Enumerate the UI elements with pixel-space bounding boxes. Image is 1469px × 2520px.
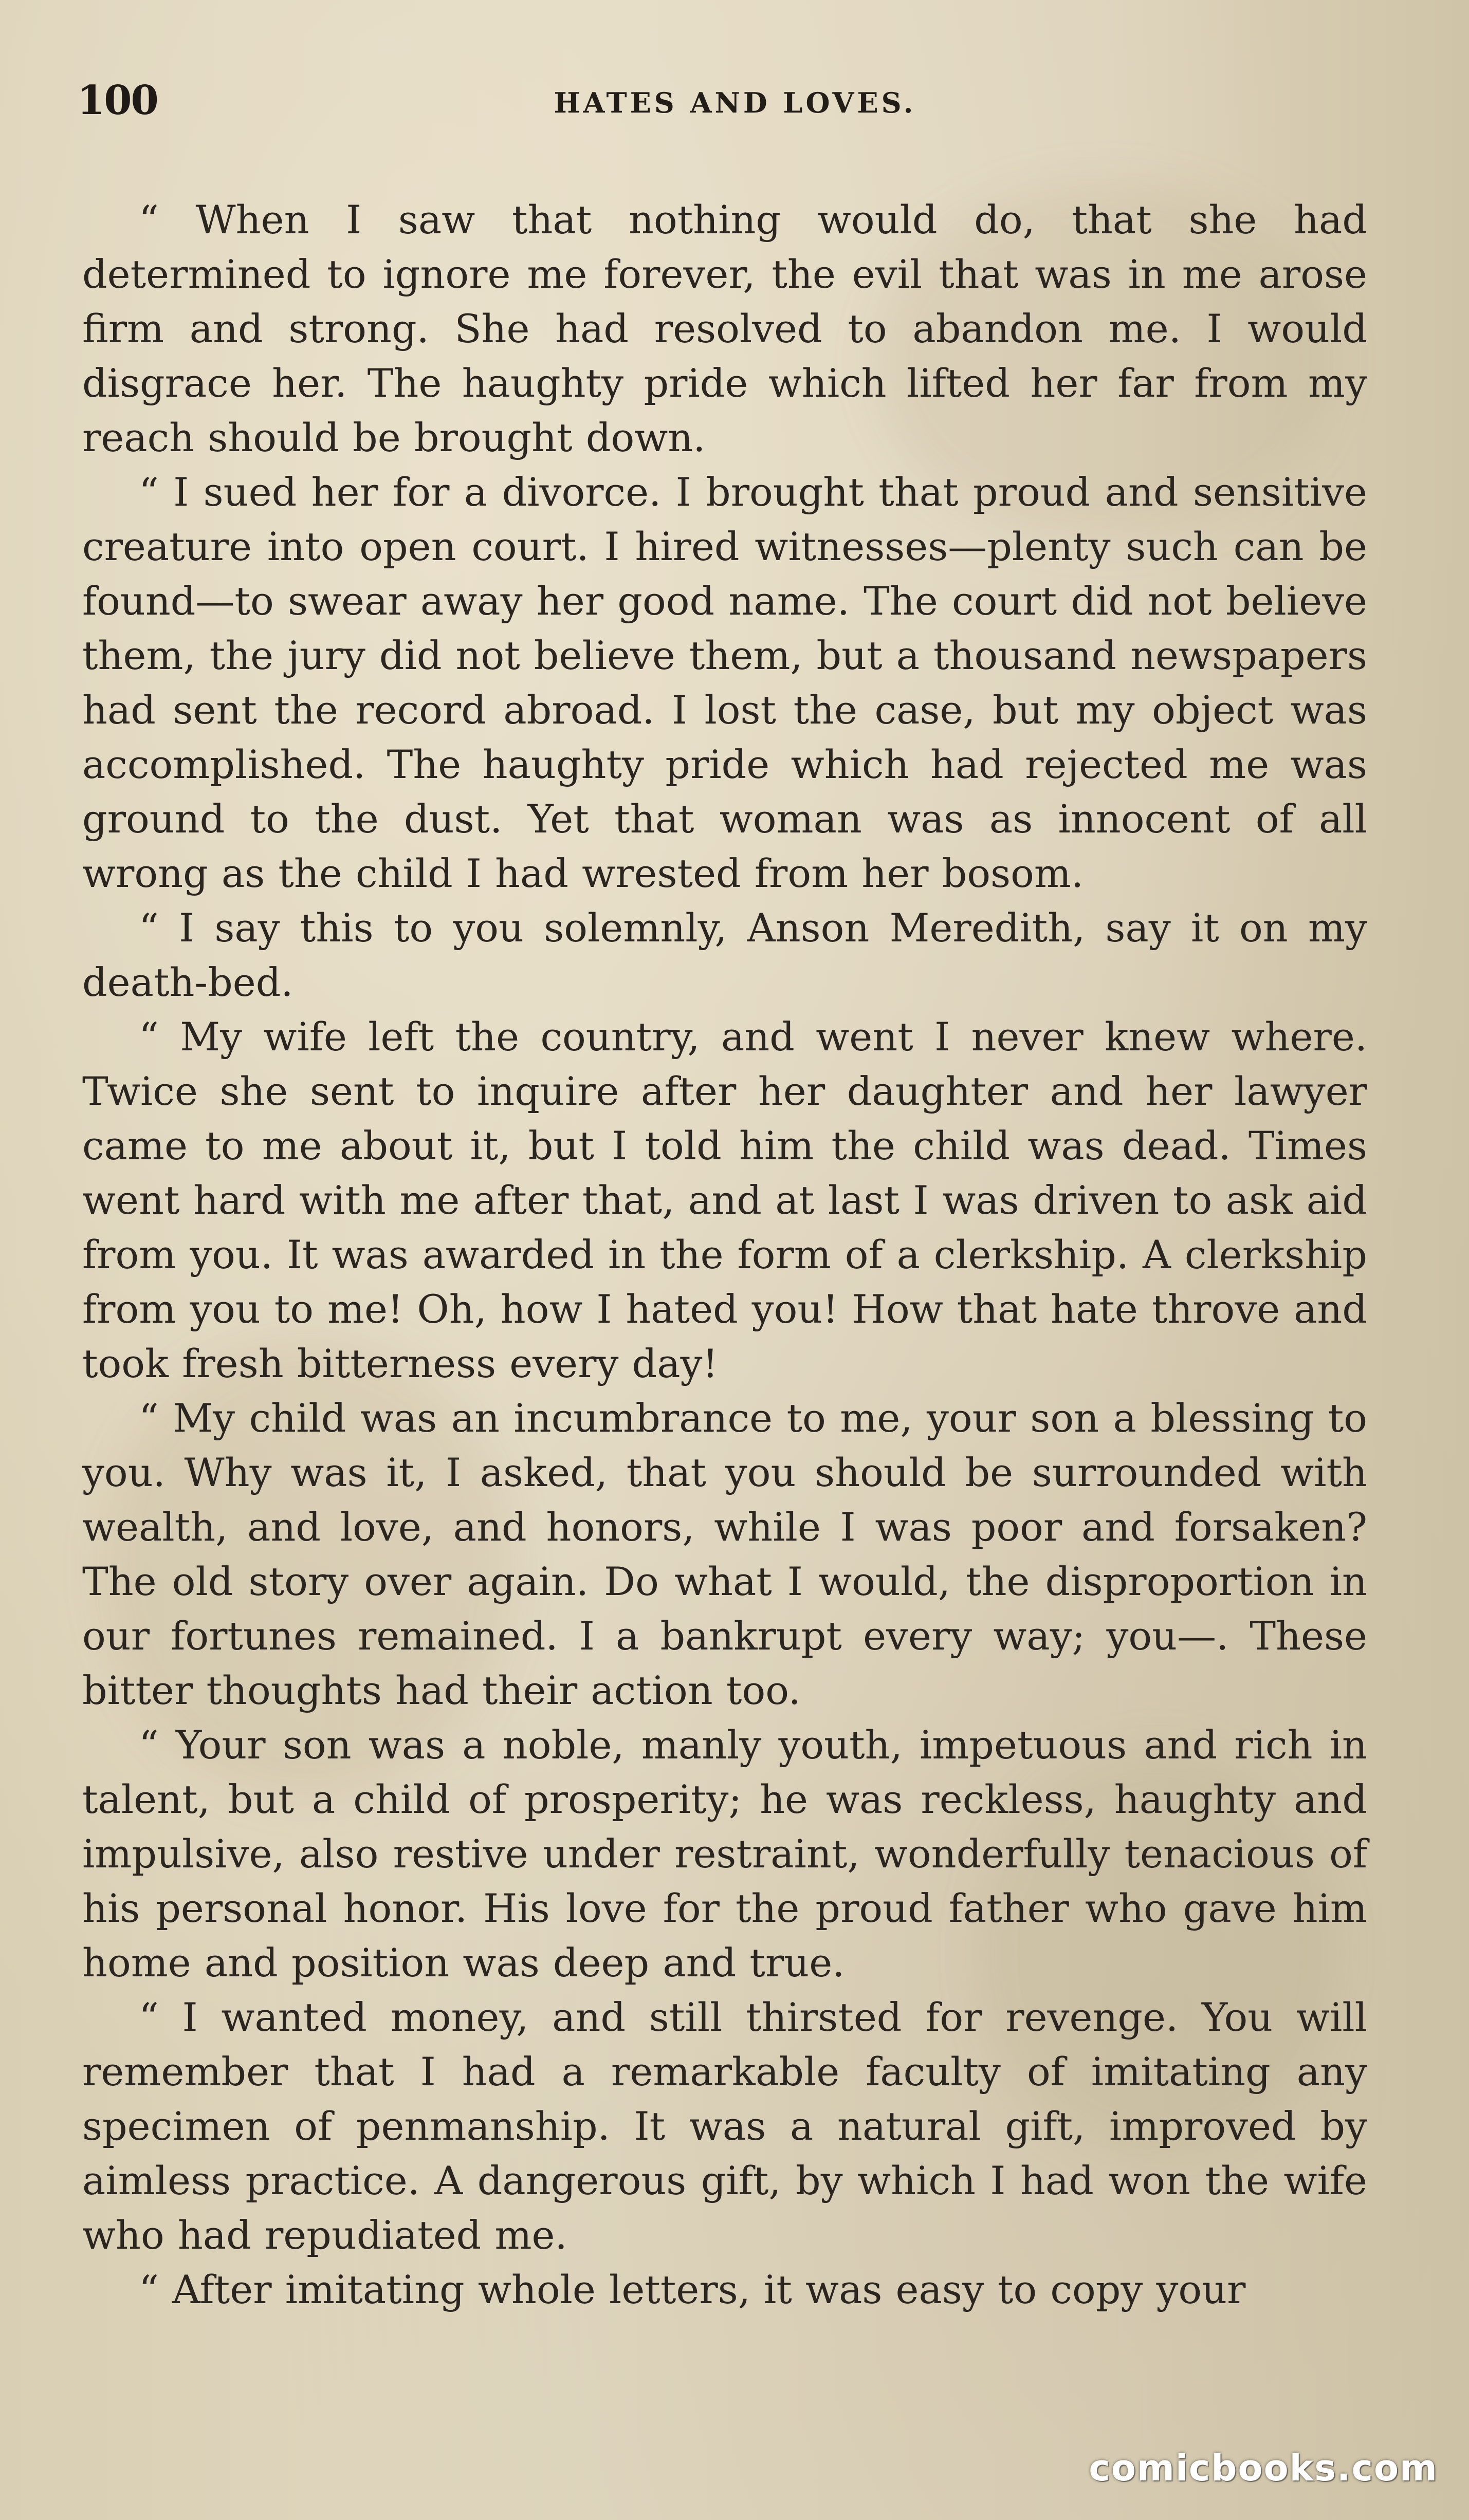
paragraph: “ I wanted money, and still thirsted for revenge. You will remember that I had a remarkable faculty of imitating any specimen of penmanship. It was a natural gift, improved by aimless practice. A dangerous gift, by which I had won the wife who had repudiated me. [82,1994,1367,2258]
paragraph: “ I sued her for a divorce. I brought that proud and sensitive creature into open court. I hired witnesses—plenty such can be found—to swear away her good name. The court did not believe them, the jury did not believe them, but a thousand newspapers had sent the record abroad. I lost the case, but my object was accomplished. The haughty pride which had rejected me was ground to the dust. Yet that woman was as innocent of all wrong as the child I had wrested from her bosom. [82,469,1367,896]
paragraph: “ I say this to you solemnly, Anson Meredith, say it on my death-bed. [82,905,1367,1005]
paragraph: “ My wife left the country, and went I never knew where. Twice she sent to inquire after her daughter and her lawyer came to me about it, but I told him the child was dead. Times went hard with me after that, and at last I was driven to ask aid from you. It was awarded in the form of a clerkship. A clerkship from you to me! Oh, how I hated you! How that hate throve and took fresh bitterness every day! [82,1014,1367,1386]
paragraph: “ Your son was a noble, manly youth, impetuous and rich in talent, but a child of prosperity; he was reckless, haughty and impulsive, also restive under restraint, wonderfully tenacious of his personal honor. His love for the proud father who gave him home and position was deep and true. [82,1722,1367,1986]
page-number: 100 [77,77,158,124]
page-body [82,193,1367,2317]
paragraph: “ My child was an incumbrance to me, your son a blessing to you. Why was it, I asked, that you should be surrounded with wealth, and love, and honors, while I was poor and forsaken? The old story over again. Do what I would, the disproportion in our fortunes remained. I a bankrupt every way; you—. These bitter thoughts had their action too. [82,1395,1367,1713]
paragraph: “ After imitating whole letters, it was easy to copy your [139,2267,1246,2312]
running-head: HATES AND LOVES. [554,86,916,119]
watermark: comicbooks.com [1089,2447,1438,2489]
page-header [77,77,1393,134]
paragraph: “ When I saw that nothing would do, that she had determined to ignore me forever, the evil that was in me arose firm and strong. She had resolved to abandon me. I would disgrace her. The haughty pride which lifted her far from my reach should be brought down. [82,197,1367,460]
